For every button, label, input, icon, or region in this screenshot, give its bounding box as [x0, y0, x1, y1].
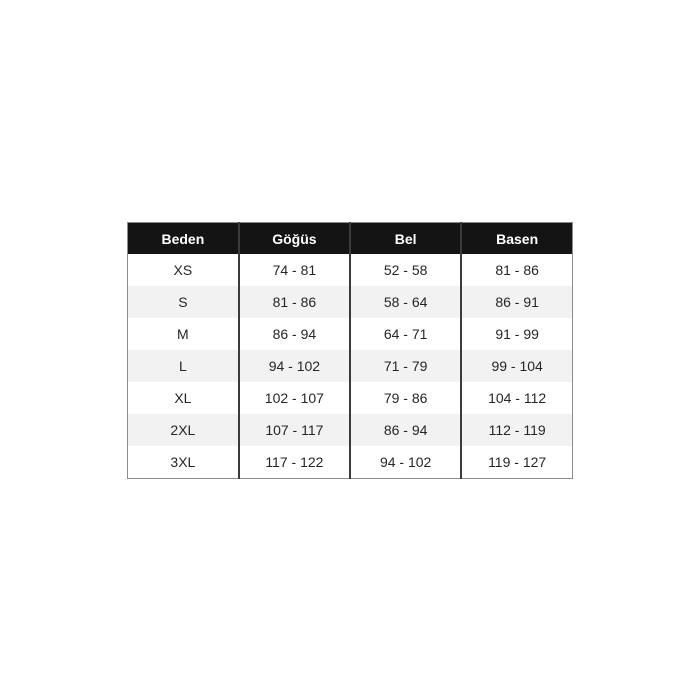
measurement-cell: 99 - 104: [461, 350, 572, 382]
table-row: [128, 414, 573, 446]
table-row: [128, 350, 573, 382]
size-cell: S: [178, 294, 188, 310]
measurement-cell: 81 - 86: [461, 254, 572, 286]
measurement-cell: 119 - 127: [461, 446, 572, 479]
measurement-cell: 112 - 119: [461, 414, 572, 446]
column-header: Basen: [461, 223, 572, 255]
measurement-cell: 79 - 86: [350, 382, 461, 414]
measurement-cell: 94 - 102: [350, 446, 461, 479]
size-cell: XL: [174, 390, 192, 406]
size-cell: XS: [173, 262, 193, 278]
measurement-cell: 104 - 112: [461, 382, 572, 414]
table-row: [128, 446, 573, 479]
size-chart-body: [128, 254, 573, 479]
measurement-cell: 91 - 99: [461, 318, 572, 350]
table-row: [128, 382, 573, 414]
measurement-cell: 86 - 94: [350, 414, 461, 446]
table-row: [128, 254, 573, 286]
measurement-cell: 81 - 86: [239, 286, 350, 318]
size-cell: L: [178, 358, 187, 374]
measurement-cell: 52 - 58: [350, 254, 461, 286]
measurement-cell: 58 - 64: [350, 286, 461, 318]
measurement-cell: 94 - 102: [239, 350, 350, 382]
measurement-cell: 71 - 79: [350, 350, 461, 382]
measurement-cell: 86 - 91: [461, 286, 572, 318]
size-cell: 2XL: [170, 422, 196, 438]
table-row: [128, 318, 573, 350]
size-cell: M: [177, 326, 189, 342]
header-row: [128, 223, 573, 255]
size-chart-header: [128, 223, 573, 255]
measurement-cell: 107 - 117: [239, 414, 350, 446]
size-chart-table: [127, 222, 573, 479]
column-header: Beden: [128, 223, 239, 255]
measurement-cell: 86 - 94: [239, 318, 350, 350]
measurement-cell: 117 - 122: [239, 446, 350, 479]
size-cell: 3XL: [170, 454, 196, 470]
measurement-cell: 64 - 71: [350, 318, 461, 350]
column-header: Göğüs: [239, 223, 350, 255]
column-header: Bel: [350, 223, 461, 255]
measurement-cell: 102 - 107: [239, 382, 350, 414]
table-row: [128, 286, 573, 318]
measurement-cell: 74 - 81: [239, 254, 350, 286]
